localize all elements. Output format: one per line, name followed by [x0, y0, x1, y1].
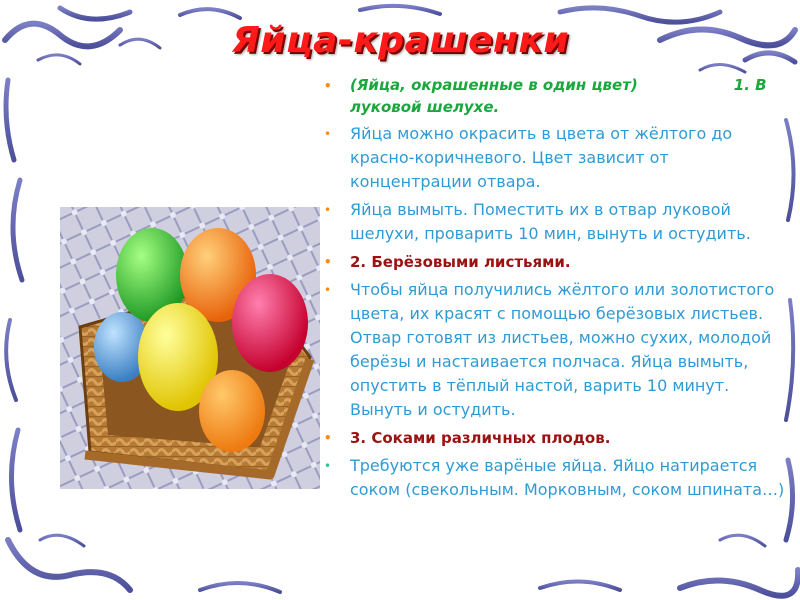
bullet-dot: •: [324, 255, 332, 269]
bullet-text: 2. Берёзовыми листьями.: [350, 253, 571, 271]
bullet-onion-color: [322, 122, 792, 194]
bullet-dot: •: [324, 283, 332, 297]
content-column: [322, 74, 792, 506]
bullet-text: Требуются уже варёные яйца. Яйцо натирается соком (свекольным. Морковным, соком шпината…): [350, 456, 785, 499]
bullet-onion-steps: [322, 198, 792, 246]
bullet-dot: •: [324, 459, 332, 473]
bullet-onion-heading: [322, 74, 792, 118]
bullet-birch-heading: [322, 250, 792, 274]
bullet-dot: •: [324, 203, 332, 217]
bullet-juice-text: [322, 454, 792, 502]
easter-eggs-basket-photo: [60, 207, 320, 489]
bullet-text: Яйца можно окрасить в цвета от жёлтого до красно-коричневого. Цвет зависит от концентрации отвара.: [350, 124, 733, 191]
bullet-birch-text: [322, 278, 792, 422]
bullet-dot: •: [324, 127, 332, 141]
heading-part-2: 1. В луковой шелухе.: [350, 76, 767, 116]
bullet-dot: •: [324, 79, 332, 93]
bullet-dot: •: [324, 431, 332, 445]
heading-part-1: (Яйца, окрашенные в один цвет): [350, 76, 638, 94]
bullet-list: [322, 74, 792, 502]
bullet-text: 3. Соками различных плодов.: [350, 429, 611, 447]
bullet-text: Яйца вымыть. Поместить их в отвар луковой шелухи, проварить 10 мин, вынуть и остудить.: [350, 200, 751, 243]
bullet-juice-heading: [322, 426, 792, 450]
slide-title: Яйца-крашенки: [232, 20, 570, 61]
bullet-text: Чтобы яйца получились жёлтого или золотистого цвета, их красят с помощью берёзовых листьев. Отвар готовят из листьев, можно сухих, молодой берёзы и настаивается полчаса. Яйца вымыть, опустить в тёплый настой, варить 10 минут. Вынуть и остудить.: [350, 280, 775, 419]
